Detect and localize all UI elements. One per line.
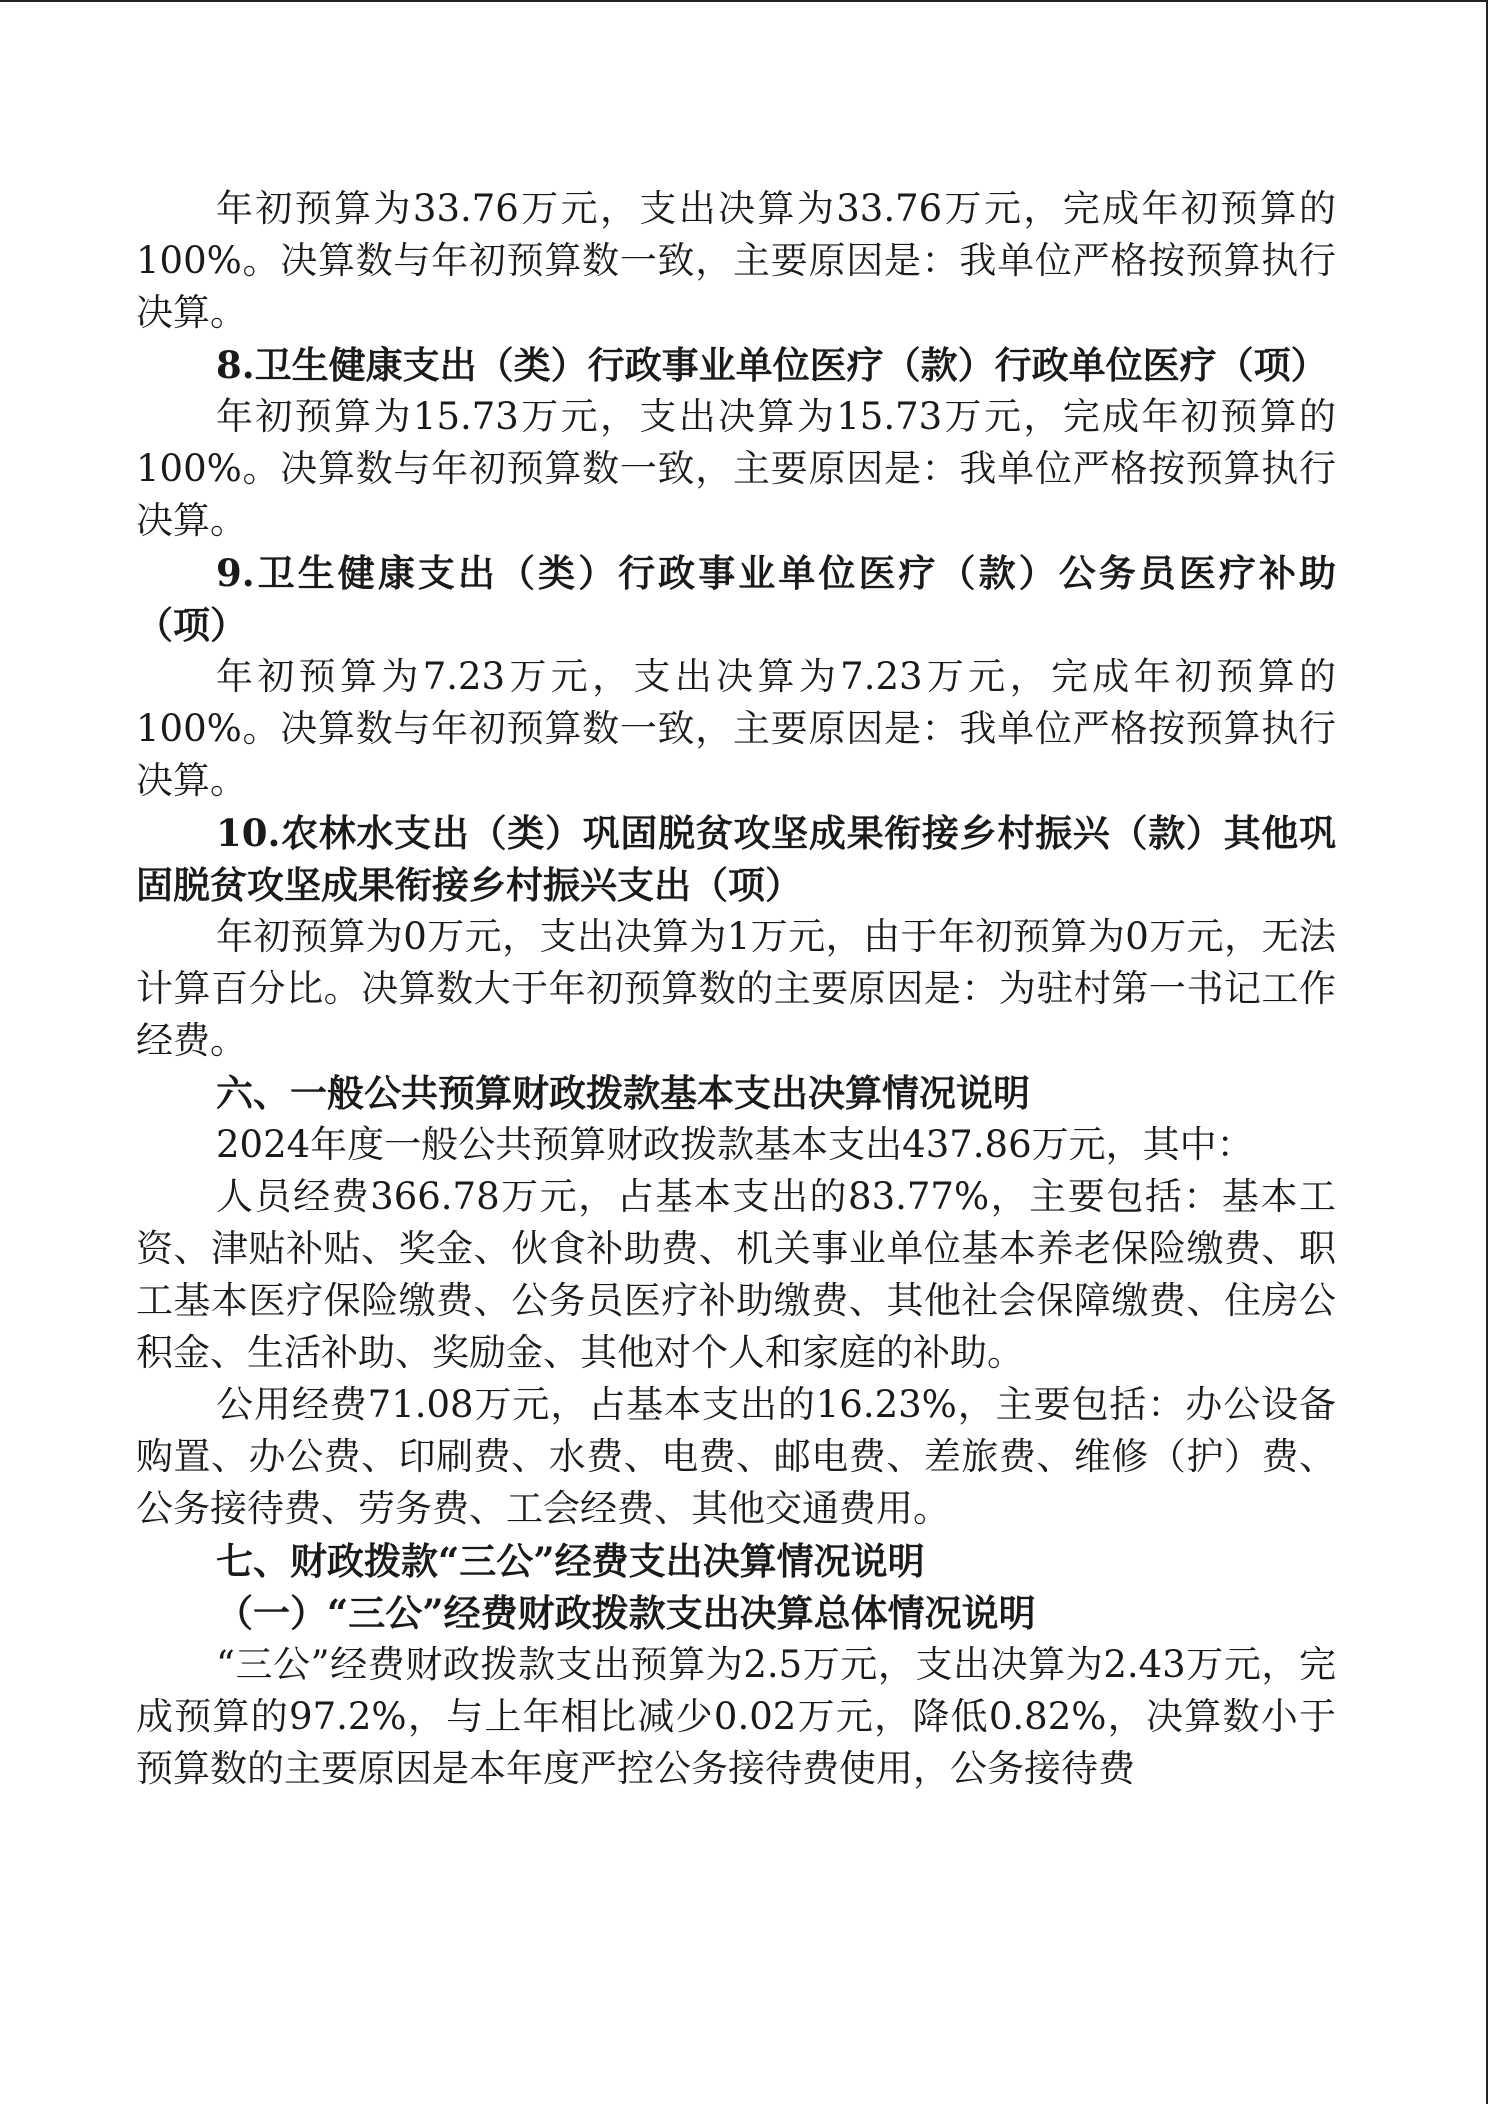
paragraph-budget-33-76: 年初预算为33.76万元，支出决算为33.76万元，完成年初预算的100%。决算数与年初预算数一致，主要原因是：我单位严格按预算执行决算。 — [136, 187, 1336, 334]
paragraph-basic-expenditure: 2024年度一般公共预算财政拨款基本支出437.86万元，其中： — [216, 1123, 1254, 1166]
document-page — [136, 183, 1336, 1795]
paragraph-budget-7-23: 年初预算为7.23万元，支出决算为7.23万元，完成年初预算的100%。决算数与年初预算数一致，主要原因是：我单位严格按预算执行决算。 — [136, 655, 1336, 802]
heading-item-8: 8.卫生健康支出（类）行政事业单位医疗（款）行政单位医疗（项） — [216, 343, 1328, 387]
paragraph-budget-15-73: 年初预算为15.73万元，支出决算为15.73万元，完成年初预算的100%。决算数与年初预算数一致，主要原因是：我单位严格按预算执行决算。 — [136, 395, 1336, 542]
paragraph-three-public-expenses: “三公”经费财政拨款支出预算为2.5万元，支出决算为2.43万元，完成预算的97.2%，与上年相比减少0.02万元，降低0.82%，决算数小于预算数的主要原因是本年度严控公务接待费使用，公务接待费 — [136, 1643, 1336, 1790]
paragraph-public-expenses: 公用经费71.08万元，占基本支出的16.23%，主要包括：办公设备购置、办公费、印刷费、水费、电费、邮电费、差旅费、维修（护）费、公务接待费、劳务费、工会经费、其他交通费用。 — [136, 1383, 1336, 1530]
heading-item-9: 9.卫生健康支出（类）行政事业单位医疗（款）公务员医疗补助（项） — [136, 551, 1336, 647]
section-heading-6: 六、一般公共预算财政拨款基本支出决算情况说明 — [216, 1071, 1030, 1115]
page-border-top — [0, 0, 1488, 2]
heading-item-10: 10.农林水支出（类）巩固脱贫攻坚成果衔接乡村振兴（款）其他巩固脱贫攻坚成果衔接乡村振兴支出（项） — [136, 811, 1336, 907]
section-heading-7: 七、财政拨款“三公”经费支出决算情况说明 — [216, 1539, 925, 1583]
subsection-heading-1: （一）“三公”经费财政拨款支出决算总体情况说明 — [216, 1591, 1036, 1635]
paragraph-budget-0: 年初预算为0万元，支出决算为1万元，由于年初预算为0万元，无法计算百分比。决算数大于年初预算数的主要原因是：为驻村第一书记工作经费。 — [136, 915, 1336, 1062]
paragraph-personnel-expenses: 人员经费366.78万元，占基本支出的83.77%，主要包括：基本工资、津贴补贴、奖金、伙食补助费、机关事业单位基本养老保险缴费、职工基本医疗保险缴费、公务员医疗补助缴费、其他社会保障缴费、住房公积金、生活补助、奖励金、其他对个人和家庭的补助。 — [136, 1175, 1336, 1374]
